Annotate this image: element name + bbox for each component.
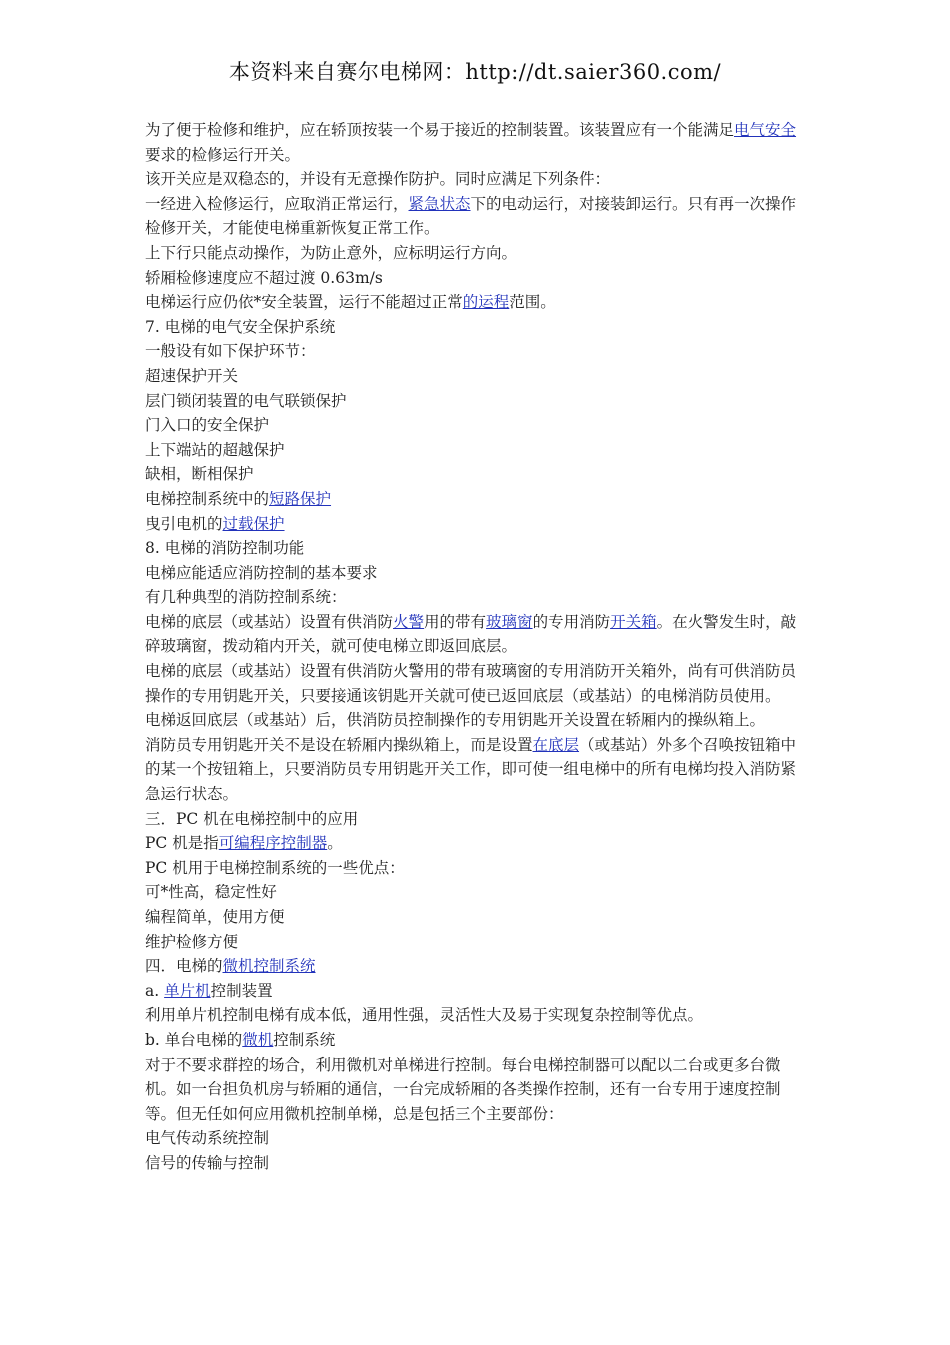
paragraph — [145, 880, 810, 905]
paragraph-text: 可*性高，稳定性好 — [145, 883, 277, 902]
paragraph — [145, 438, 810, 463]
paragraph-text: 缺相，断相保护 — [145, 465, 254, 484]
paragraph-text: 曳引电机的 — [145, 514, 223, 533]
paragraph-text: 该开关应是双稳态的，并设有无意操作防护。同时应满足下列条件： — [145, 170, 611, 189]
paragraph — [145, 512, 810, 537]
paragraph-text: 有几种典型的消防控制系统： — [145, 588, 347, 607]
paragraph-text: 对于不要求群控的场合，利用微机对单梯进行控制。每台电梯控制器可以配以二台或更多台微机。如一台担负机房与轿厢的通信，一台完成轿厢的各类操作控制，还有一台专用于速度控制等。但无任如何应用微机控制单梯，总是包括三个主要部份： — [145, 1055, 781, 1123]
paragraph-text: 上下端站的超越保护 — [145, 440, 285, 459]
paragraph-text: 电梯的底层（或基站）设置有供消防 — [145, 612, 394, 631]
paragraph — [145, 708, 810, 733]
paragraph — [145, 905, 810, 930]
paragraph — [145, 954, 810, 979]
paragraph-text: （或基站）外多个召唤按钮箱中的某一个按钮箱上，只要消防员专用钥匙开关工作，即可使一组电梯中的所有电梯均投入消防紧急运行状态。 — [145, 735, 797, 804]
paragraph-text: 信号的传输与控制 — [145, 1153, 270, 1172]
paragraph — [145, 462, 810, 487]
paragraph — [145, 856, 810, 881]
paragraph-text: 电梯返回底层（或基站）后，供消防员控制操作的专用钥匙开关设置在轿厢内的操纵箱上。 — [145, 711, 766, 730]
page-header: 本资料来自赛尔电梯网：http://dt.saier360.com/ — [228, 60, 722, 84]
paragraph-text: 的专用消防 — [532, 612, 611, 631]
paragraph-text: 电梯的底层（或基站）设置有供消防火警用的带有玻璃窗的专用消防开关箱外，尚有可供消防员操作的专用钥匙开关，只要接通该钥匙开关就可使已返回底层（或基站）的电梯消防员使用。 — [145, 662, 797, 705]
paragraph-text: 范围。 — [509, 293, 556, 312]
inline-link[interactable]: 的运程 — [462, 293, 510, 312]
paragraph — [145, 831, 810, 856]
paragraph-text: b. 单台电梯的 — [145, 1030, 243, 1049]
paragraph-text: 层门锁闭装置的电气联锁保护 — [145, 391, 347, 410]
paragraph — [145, 659, 810, 708]
inline-link[interactable]: 微机 — [242, 1030, 274, 1049]
paragraph-text: 四．电梯的 — [145, 957, 223, 976]
paragraph — [145, 536, 810, 561]
paragraph-text: 一般设有如下保护环节： — [145, 342, 316, 361]
paragraph-text: 要求的检修运行开关。 — [145, 145, 301, 164]
paragraph — [145, 315, 810, 340]
paragraph — [145, 585, 810, 610]
paragraph-text: 轿厢检修速度应不超过渡 0.63m/s — [145, 268, 383, 287]
paragraph — [145, 192, 810, 241]
paragraph — [145, 561, 810, 586]
paragraph-text: PC 机用于电梯控制系统的一些优点： — [145, 858, 405, 877]
paragraph — [145, 118, 810, 167]
paragraph-text: 控制装置 — [210, 981, 273, 1000]
paragraph — [145, 389, 810, 414]
paragraph-text: 。 — [327, 834, 343, 853]
paragraph-text: 电梯控制系统中的 — [145, 489, 270, 508]
paragraph — [145, 930, 810, 955]
paragraph-text: a. — [145, 981, 165, 1000]
paragraph — [145, 413, 810, 438]
inline-link[interactable]: 玻璃窗 — [486, 612, 533, 631]
paragraph-text: 7. 电梯的电气安全保护系统 — [145, 317, 336, 336]
paragraph — [145, 1003, 810, 1028]
paragraph-text: 电梯运行应仍依*安全装置，运行不能超过正常 — [145, 293, 463, 312]
inline-link[interactable]: 过载保护 — [222, 514, 285, 533]
inline-link[interactable]: 火警 — [393, 612, 425, 631]
paragraph — [145, 979, 810, 1004]
paragraph — [145, 487, 810, 512]
paragraph — [145, 1126, 810, 1151]
paragraph-text: 上下行只能点动操作，为防止意外，应标明运行方向。 — [145, 243, 518, 262]
paragraph — [145, 733, 810, 807]
paragraph-text: 为了便于检修和维护，应在轿顶按装一个易于接近的控制装置。该装置应有一个能满足 — [145, 121, 735, 139]
document-body — [145, 118, 810, 1176]
paragraph-text: 8. 电梯的消防控制功能 — [145, 539, 305, 558]
inline-link[interactable]: 紧急状态 — [408, 194, 471, 213]
inline-link[interactable]: 电气安全 — [734, 121, 797, 139]
paragraph-text: 电梯应能适应消防控制的基本要求 — [145, 563, 378, 582]
paragraph — [145, 167, 810, 192]
inline-link[interactable]: 微机控制系统 — [222, 957, 316, 976]
paragraph — [145, 1028, 810, 1053]
paragraph-text: 利用单片机控制电梯有成本低，通用性强，灵活性大及易于实现复杂控制等优点。 — [145, 1006, 704, 1025]
paragraph — [145, 807, 810, 832]
inline-link[interactable]: 可编程序控制器 — [218, 834, 328, 853]
paragraph — [145, 241, 810, 266]
paragraph-text: 。在火警发生时，敲碎玻璃窗，拨动箱内开关，就可使电梯立即返回底层。 — [145, 612, 797, 656]
paragraph — [145, 266, 810, 291]
paragraph-text: 编程简单，使用方便 — [145, 908, 285, 926]
paragraph-text: 维护检修方便 — [145, 932, 239, 951]
paragraph — [145, 364, 810, 389]
paragraph — [145, 1151, 810, 1176]
paragraph-text: 消防员专用钥匙开关不是设在轿厢内操纵箱上，而是设置 — [145, 735, 533, 754]
inline-link[interactable]: 短路保护 — [269, 489, 332, 508]
paragraph-text: 下的电动运行，对接装卸运行。只有再一次操作检修开关，才能使电梯重新恢复正常工作。 — [145, 194, 797, 238]
inline-link[interactable]: 单片机 — [164, 981, 211, 1000]
paragraph — [145, 290, 810, 315]
paragraph — [145, 339, 810, 364]
paragraph-text: 三．PC 机在电梯控制中的应用 — [145, 809, 359, 828]
paragraph-text: 电气传动系统控制 — [145, 1129, 270, 1148]
paragraph-text: 门入口的安全保护 — [145, 416, 270, 435]
paragraph — [145, 1053, 810, 1127]
paragraph-text: 超速保护开关 — [145, 366, 239, 385]
paragraph — [145, 610, 810, 659]
paragraph-text: PC 机是指 — [145, 834, 219, 853]
paragraph-text: 控制系统 — [273, 1030, 336, 1049]
inline-link[interactable]: 开关箱 — [610, 612, 657, 631]
paragraph-text: 用的带有 — [424, 612, 487, 631]
inline-link[interactable]: 在底层 — [532, 735, 580, 754]
paragraph-text: 一经进入检修运行，应取消正常运行， — [145, 194, 409, 213]
